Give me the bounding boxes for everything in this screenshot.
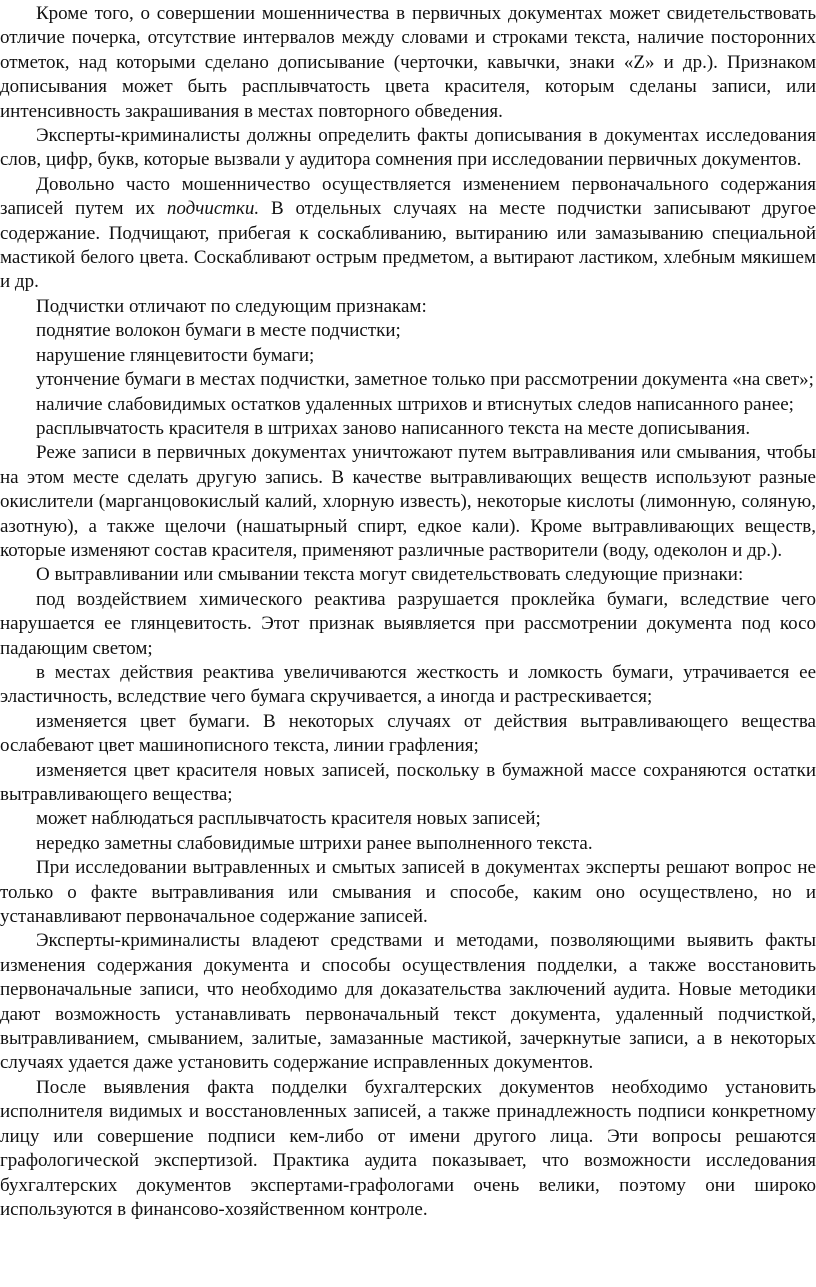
list-item-fibers: поднятие волокон бумаги в месте подчистки; xyxy=(36,320,401,342)
erasures-emphasis: подчистки. xyxy=(166,198,260,220)
paragraph-expert-methods: Эксперты-криминалисты владеют средствами и методами, позволяющими выявить факты изменения содержания документа и способы осуществления подделки, а также восстановить первоначальные записи, что необходимо для доказательства заключений аудита. Новые методики дают возможность устанавливать первоначальный текст документа, удаленный подчисткой, вытравливанием, смыванием, залитые, замазанные мастикой, зачеркнутые записи, а в некоторых случаях удается даже установить содержание исправленных документов. xyxy=(0,930,816,1074)
list-item-dye-blur: может наблюдаться расплывчатость красителя новых записей; xyxy=(36,808,541,830)
list-item-blurred-dye: расплывчатость красителя в штрихах заново написанного текста на месте дописывания. xyxy=(36,417,751,439)
list-item-paper-color: изменяется цвет бумаги. В некоторых случаях от действия вытравливающего вещества ослабевают цвет машинописного текста, линии графления; xyxy=(0,710,816,757)
paragraph-etching: Реже записи в первичных документах уничтожают путем вытравливания или смывания, чтобы на этом месте сделать другую запись. В качестве вытравливающих веществ используют разные окислители (марганцовокислый калий, хлорную известь), некоторые кислоты (лимонную, соляную, азотную), а также щелочи (нашатырный спирт, едкое кали). Кроме вытравливающих веществ, которые изменяют состав красителя, применяют различные растворители (воду, одеколон и др.). xyxy=(0,442,816,561)
list-item-residual-strokes: наличие слабовидимых остатков удаленных штрихов и втиснутых следов написанного ранее; xyxy=(36,393,794,415)
paragraph-examination: При исследовании вытравленных и смытых записей в документах эксперты решают вопрос не только о факте вытравливания или смывания и способе, каким оно осуществлено, но и устанавливают первоначальное содержание записей. xyxy=(0,857,816,928)
list-item-sizing-destroyed: под воздействием химического реактива разрушается проклейка бумаги, вследствие чего нарушается ее глянцевитость. Этот признак выявляется при рассмотрении документа под косо падающим светом; xyxy=(0,588,816,659)
erasures-text-before: Довольно часто мошенничество осуществляется изменением первоначального содержания записей путем их xyxy=(0,173,816,220)
paragraph-etching-signs-intro: О вытравливании или смывании текста могут свидетельствовать следующие признаки: xyxy=(36,564,744,586)
list-item-faint-strokes: нередко заметны слабовидимые штрихи ранее выполненного текста. xyxy=(36,832,593,854)
paragraph-erasures xyxy=(0,173,816,295)
list-item-thinning: утончение бумаги в местах подчистки, заметное только при рассмотрении документа «на свет»; xyxy=(36,369,814,391)
paragraph-experts-additions: Эксперты-криминалисты должны определить факты дописывания в документах исследования слов, цифр, букв, которые вызвали у аудитора сомнения при исследовании первичных документов. xyxy=(0,125,816,171)
paragraph-handwriting-expertise: После выявления факта подделки бухгалтерских документов необходимо установить исполнителя видимых и восстановленных записей, а также принадлежность подписи конкретному лицу или совершение подписи кем-либо от имени другого лица. Эти вопросы решаются графологической экспертизой. Практика аудита показывает, что возможности исследования бухгалтерских документов экспертами-графологами очень велики, поэтому они широко используются в финансово-хозяйственном контроле. xyxy=(0,1076,816,1220)
erasures-text-after: В отдельных случаях на месте подчистки записывают другое содержание. Подчищают, прибегая к соскабливанию, вытиранию или замазыванию специальной мастикой белого цвета. Соскабливают острым предметом, а вытирают ластиком, хлебным мякишем и др. xyxy=(0,198,816,293)
list-item-gloss: нарушение глянцевитости бумаги; xyxy=(36,344,315,366)
paragraph-erasure-signs-intro: Подчистки отличают по следующим признакам: xyxy=(36,295,427,317)
list-item-stiffness: в местах действия реактива увеличиваются жесткость и ломкость бумаги, утрачивается ее эластичность, вследствие чего бумага скручивается, а иногда и растрескивается; xyxy=(0,661,816,708)
paragraph-signs-of-fraud: Кроме того, о совершении мошенничества в первичных документах может свидетельствовать отличие почерка, отсутствие интервалов между словами и строками текста, наличие посторонних отметок, над которыми сделано дописывание (черточки, кавычки, знаки «Z» и др.). Признаком дописывания может быть расплывчатость цвета красителя, которым сделаны записи, или интенсивность закрашивания в местах повторного обведения. xyxy=(0,3,816,122)
list-item-dye-color: изменяется цвет красителя новых записей, поскольку в бумажной массе сохраняются остатки вытравливающего вещества; xyxy=(0,759,816,805)
